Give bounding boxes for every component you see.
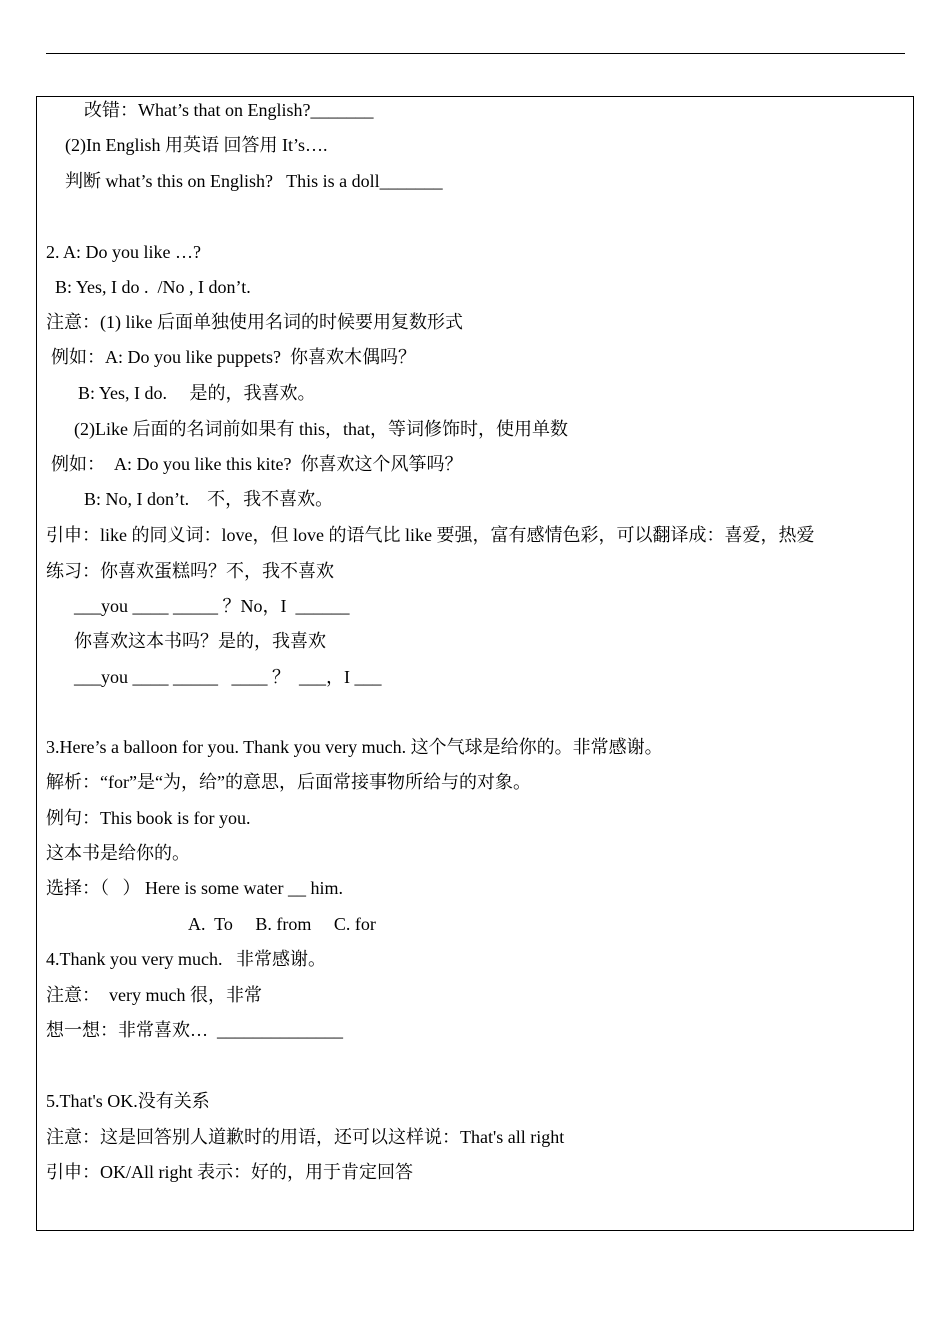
- text-line: 注意：这是回答别人道歉时的用语，还可以这样说：That's all right: [46, 1127, 565, 1147]
- text-line: 2. A: Do you like …?: [46, 242, 201, 262]
- text-line: ___you ____ _____ ？No，I ______: [74, 596, 350, 616]
- text-line: B: Yes, I do. 是的，我喜欢。: [78, 383, 316, 403]
- text-line: (2)Like 后面的名词前如果有 this，that，等词修饰时，使用单数: [74, 419, 568, 439]
- text-line: 练习：你喜欢蛋糕吗？不，我不喜欢: [46, 561, 334, 581]
- text-line: B: Yes, I do . /No , I don’t.: [55, 277, 251, 297]
- text-line: 注意： very much 很，非常: [46, 985, 262, 1005]
- bordered-box: [36, 96, 914, 1231]
- text-line: ___you ____ _____ ____ ？ ___，I ___: [74, 667, 382, 687]
- text-line: B: No, I don’t. 不，我不喜欢。: [84, 489, 334, 509]
- text-line: A. To B. from C. for: [188, 914, 376, 934]
- text-line: 例如：A: Do you like puppets? 你喜欢木偶吗？: [51, 347, 416, 367]
- text-line: 改错：What’s that on English?_______: [84, 100, 374, 120]
- text-line: 解析：“for”是“为，给”的意思，后面常接事物所给与的对象。: [46, 772, 531, 792]
- text-line: 例如： A: Do you like this kite? 你喜欢这个风筝吗？: [51, 454, 463, 474]
- text-line: 你喜欢这本书吗？是的，我喜欢: [74, 631, 326, 651]
- text-line: 例句：This book is for you.: [46, 808, 251, 828]
- text-line: 注意：(1) like 后面单独使用名词的时候要用复数形式: [46, 312, 463, 332]
- text-line: 5.That's OK.没有关系: [46, 1091, 210, 1111]
- text-line: 引申：like 的同义词：love，但 love 的语气比 like 要强，富有感情色彩，可以翻译成：喜爱，热爱: [46, 525, 815, 545]
- text-line: 想一想：非常喜欢… ______________: [46, 1020, 343, 1040]
- text-line: 这本书是给你的。: [46, 843, 190, 863]
- text-line: 4.Thank you very much. 非常感谢。: [46, 949, 326, 969]
- text-line: (2)In English 用英语 回答用 It’s….: [65, 135, 328, 155]
- header-rule: [46, 53, 905, 54]
- text-line: 引申：OK/All right 表示：好的，用于肯定回答: [46, 1162, 413, 1182]
- text-line: 判断 what’s this on English? This is a doll_______: [65, 171, 443, 191]
- text-line: 3.Here’s a balloon for you. Thank you very much. 这个气球是给你的。非常感谢。: [46, 737, 663, 757]
- text-line: 选择：（ ） Here is some water __ him.: [46, 878, 343, 898]
